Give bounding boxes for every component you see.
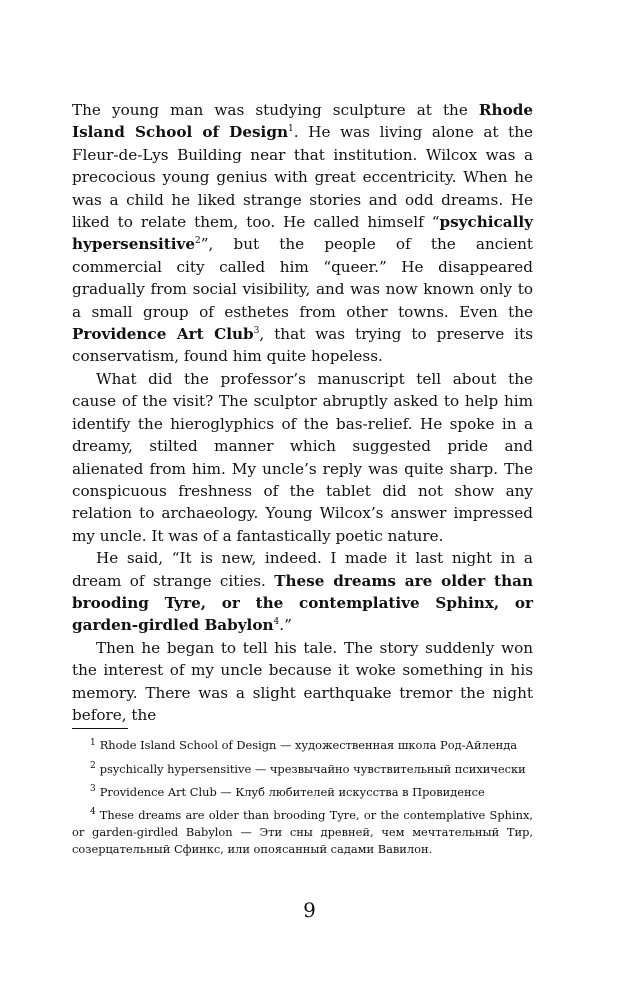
footnote-text: Providence Art Club — Клуб любителей искусства в Провиденсе <box>99 784 485 799</box>
page-number: 9 <box>303 898 316 922</box>
bold-term: Providence Art Club <box>72 325 254 344</box>
bold-term: Rhode Island School of Design <box>72 101 533 142</box>
footnote-marker: 3 <box>253 326 260 336</box>
text-run: , that was trying to preserve its conservatism, found him quite hopeless. <box>72 325 533 366</box>
footnote-number: 4 <box>90 807 96 818</box>
text-run: . He was living alone at the Fleur-de-Lys Building near that institution. Wilcox was a precocious young genius with great eccentricity. When he was a child he liked strange stories and odd dreams. He liked to relate them, too. He called himself “ <box>72 123 533 232</box>
paragraph <box>72 368 533 547</box>
paragraph <box>72 547 533 637</box>
footnote-number: 1 <box>90 737 96 748</box>
footnote-marker: 1 <box>288 124 294 135</box>
paragraph <box>72 99 533 368</box>
text-run: .” <box>279 616 292 635</box>
footnote <box>72 784 533 801</box>
page-content <box>72 99 533 865</box>
footnote-text: psychically hypersensitive — чрезвычайно чувствительный психически <box>99 761 526 776</box>
main-text <box>72 99 533 726</box>
footnote <box>72 737 533 754</box>
footnote-text: Rhode Island School of Design — художественная школа Род-Айленда <box>99 738 518 753</box>
footnote <box>72 807 533 859</box>
text-run: The young man was studying sculpture at the <box>72 101 479 119</box>
footnote-marker: 2 <box>195 236 201 247</box>
footnote-number: 3 <box>90 783 96 794</box>
footnote-text: These dreams are older than brooding Tyre, or the contemplative Sphinx, or garden-girdled Babylon — Эти сны древней, чем мечтательный Тир, созерцательный Сфинкс, или опоясанный садами Вавилон. <box>72 807 533 857</box>
text-run: He said, “It is new, indeed. I made it last night in a dream of strange cities. <box>72 549 533 590</box>
text-run: ”, but the people of the ancient commercial city called him “queer.” He disappeared gradually from social visibility, and was now known only to a small group of esthetes from other towns. Even the <box>72 235 533 321</box>
paragraph <box>72 637 533 727</box>
footnote-separator <box>72 728 128 729</box>
bold-term: These dreams are older than brooding Tyre, or the contemplative Sphinx, or garden-girdled Babylon <box>72 571 534 635</box>
footnote-number: 2 <box>90 760 96 771</box>
text-run: Then he began to tell his tale. The story suddenly won the interest of my uncle because it woke something in his memory. There was a slight earthquake tremor the night before, the <box>72 638 533 724</box>
footnote-marker: 4 <box>273 617 280 628</box>
bold-term: psychically hypersensitive <box>72 213 533 254</box>
footnotes <box>72 737 533 858</box>
text-run: What did the professor’s manuscript tell about the cause of the visit? The sculptor abruptly asked to help him identify the hieroglyphics of the bas-relief. He spoke in a dreamy, stilted manner which suggested pride and alienated from him. My uncle’s reply was quite sharp. The conspicuous freshness of the tablet did not show any relation to archaeology. Young Wilcox’s answer impressed my uncle. It was of a fantastically poetic nature. <box>72 369 533 545</box>
footnote <box>72 761 533 778</box>
